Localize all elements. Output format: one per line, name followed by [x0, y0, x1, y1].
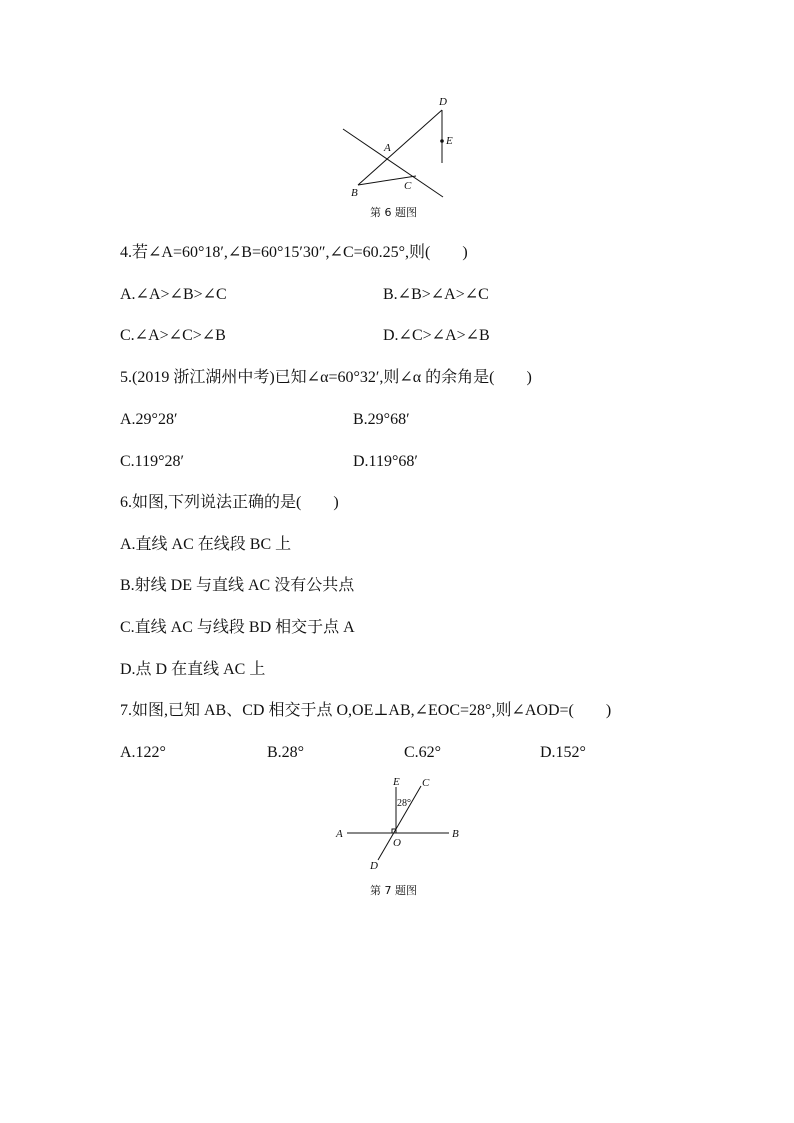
q4-stem: 4.若∠A=60°18′,∠B=60°15′30″,∠C=60.25°,则( )	[120, 244, 468, 261]
q4-option-a: A.∠A>∠B>∠C	[120, 286, 227, 303]
fig6-point-e	[440, 139, 444, 143]
q7-option-b: B.28°	[267, 744, 305, 761]
q5-option-c: C.119°28′	[120, 453, 184, 470]
fig6-line-ac	[343, 129, 443, 197]
fig6-label-a: A	[384, 142, 391, 154]
q7-stem: 7.如图,已知 AB、CD 相交于点 O,OE⊥AB,∠EOC=28°,则∠AOD=( )	[120, 702, 612, 719]
fig6-label-e: E	[446, 135, 453, 147]
q6-option-a: A.直线 AC 在线段 BC 上	[120, 536, 292, 553]
q7-option-d: D.152°	[540, 744, 586, 761]
fig6-label-d: D	[439, 96, 447, 108]
fig6-label-b: B	[351, 187, 358, 199]
q4-option-d: D.∠C>∠A>∠B	[383, 327, 490, 344]
fig7-label-b: B	[452, 828, 459, 840]
q6-option-d: D.点 D 在直线 AC 上	[120, 661, 266, 678]
fig7-label-d: D	[370, 860, 378, 872]
fig7-label-angle: 28°	[397, 798, 411, 809]
fig6-segment-bd	[358, 110, 442, 185]
fig7-label-e: E	[393, 776, 400, 788]
q5-option-b: B.29°68′	[353, 411, 410, 428]
q6-stem: 6.如图,下列说法正确的是( )	[120, 494, 339, 511]
fig6-caption: 第 6 题图	[370, 206, 417, 219]
fig7-label-a: A	[336, 828, 343, 840]
q5-option-a: A.29°28′	[120, 411, 178, 428]
q4-option-c: C.∠A>∠C>∠B	[120, 327, 226, 344]
fig7-caption: 第 7 题图	[370, 884, 417, 897]
fig7-right-angle-mark	[392, 829, 396, 833]
q5-option-d: D.119°68′	[353, 453, 418, 470]
q4-option-b: B.∠B>∠A>∠C	[383, 286, 489, 303]
q7-option-a: A.122°	[120, 744, 166, 761]
q5-stem: 5.(2019 浙江湖州中考)已知∠α=60°32′,则∠α 的余角是( )	[120, 369, 532, 386]
fig6-label-c: C	[404, 180, 412, 192]
fig7-label-c: C	[422, 777, 430, 789]
q7-option-c: C.62°	[404, 744, 442, 761]
fig6-segment-bc	[358, 176, 416, 185]
fig7-label-o: O	[393, 837, 401, 849]
q6-option-c: C.直线 AC 与线段 BD 相交于点 A	[120, 619, 355, 636]
q6-option-b: B.射线 DE 与直线 AC 没有公共点	[120, 577, 355, 594]
fig7-line-cd	[378, 786, 421, 860]
